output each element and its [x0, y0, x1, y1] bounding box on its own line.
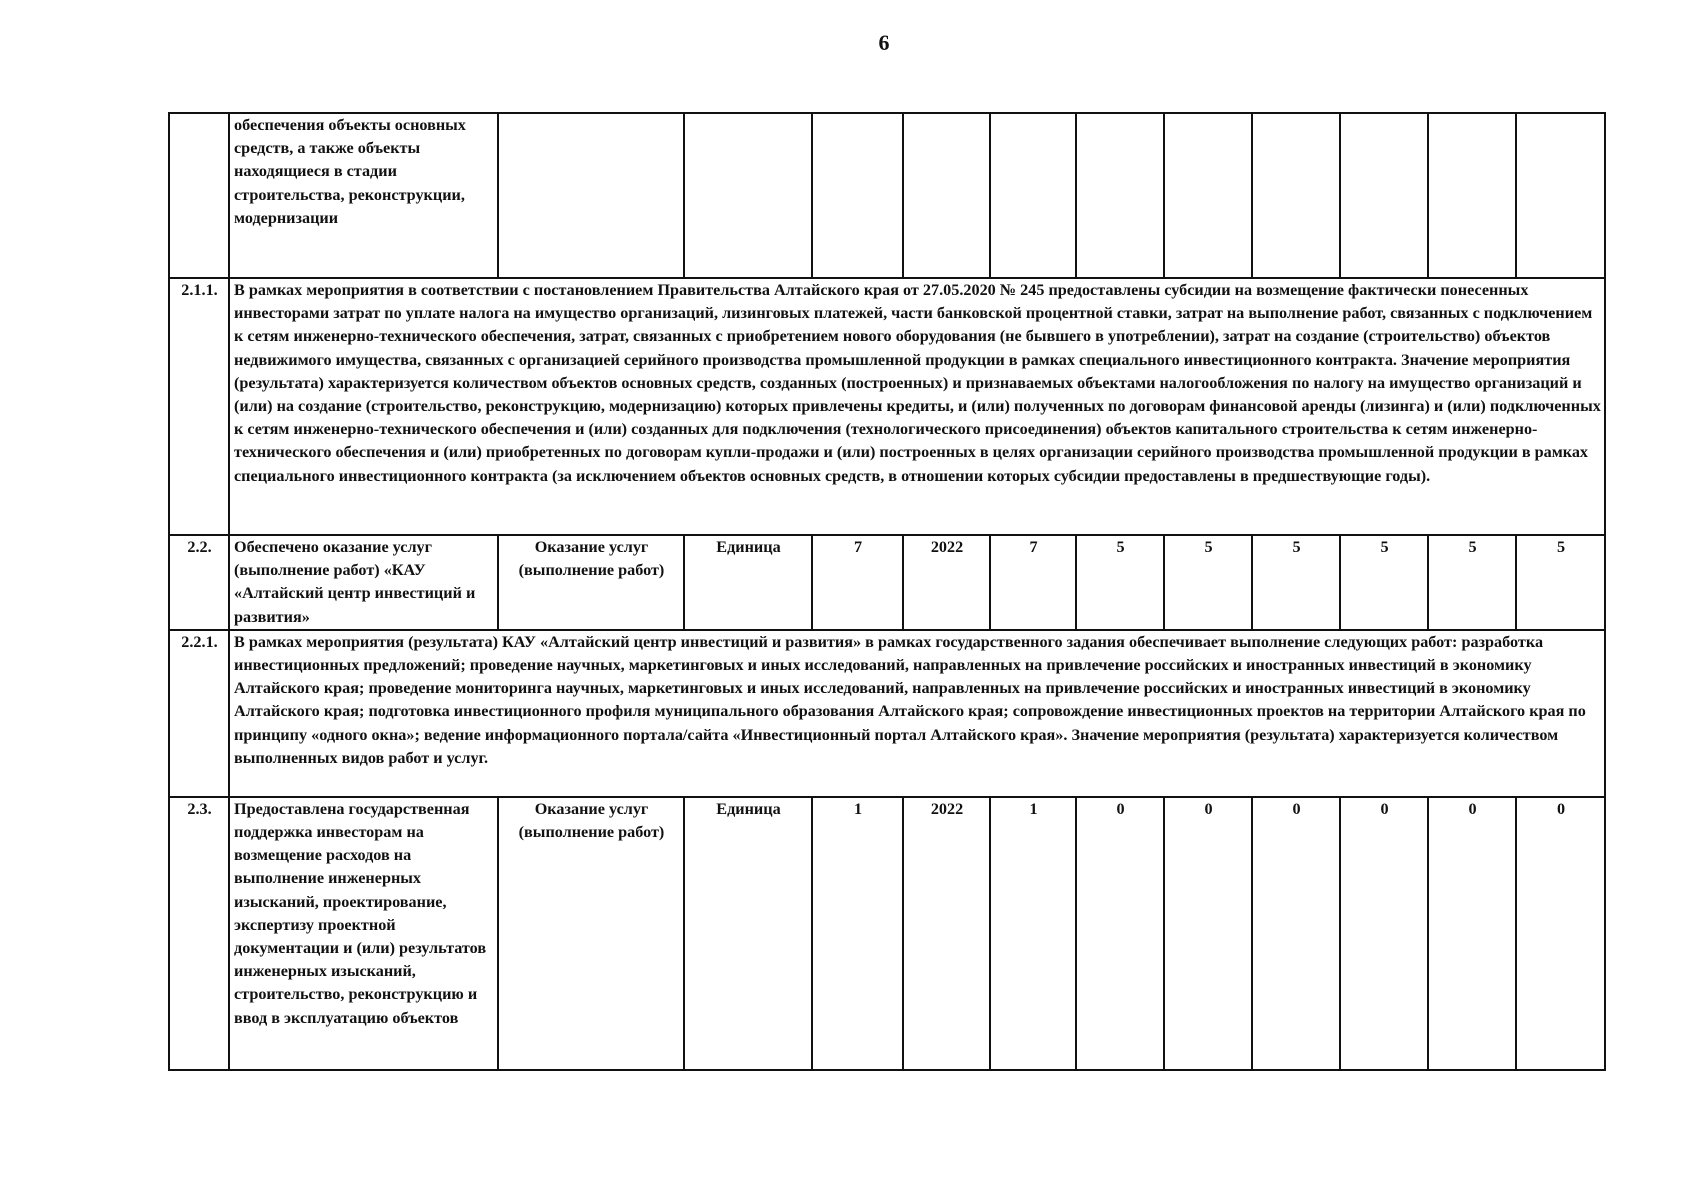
base-year-cell: 2022 — [903, 797, 990, 1070]
value-cell — [1516, 113, 1605, 278]
value-cell — [1164, 113, 1252, 278]
result-name-cell: Обеспечено оказание услуг (выполнение работ) «КАУ «Алтайский центр инвестиций и развития» — [229, 535, 498, 630]
result-type-cell — [498, 113, 684, 278]
table-row — [169, 278, 1605, 535]
value-cell: 0 — [1076, 797, 1164, 1070]
table-row — [169, 113, 1605, 278]
row-number-cell: 2.2. — [169, 535, 229, 630]
table-row — [169, 630, 1605, 797]
value-cell — [1340, 113, 1428, 278]
base-value-cell — [812, 113, 903, 278]
table-row — [169, 535, 1605, 630]
description-cell: В рамках мероприятия (результата) КАУ «Алтайский центр инвестиций и развития» в рамках государственного задания обеспечивает выполнение следующих работ: разработка инвестиционных предложений; проведение научных, маркетинговых и иных исследований, направленных на привлечение российских и иностранных инвестиций в экономику Алтайского края; проведение мониторинга научных, маркетинговых и иных исследований, направленных на привлечение российских и иностранных инвестиций в экономику Алтайского края; подготовка инвестиционного профиля муниципального образования Алтайского края; сопровождение инвестиционных проектов на территории Алтайского края по принципу «одного окна»; ведение информационного портала/сайта «Инвестиционный портал Алтайского края». Значение мероприятия (результата) характеризуется количеством выполненных видов работ и услуг. — [229, 630, 1605, 797]
result-type-cell: Оказание услуг (выполнение работ) — [498, 535, 684, 630]
value-cell: 7 — [990, 535, 1076, 630]
value-cell: 1 — [990, 797, 1076, 1070]
value-cell — [1076, 113, 1164, 278]
description-cell: В рамках мероприятия в соответствии с постановлением Правительства Алтайского края от 27.05.2020 № 245 предоставлены субсидии на возмещение фактически понесенных инвесторами затрат по уплате налога на имущество организаций, лизинговых платежей, части банковской процентной ставки, затрат на выполнение работ, связанных с подключением к сетям инженерно-технического обеспечения, затрат, связанных с приобретением нового оборудования (не бывшего в употреблении), затрат на создание (строительство) объектов недвижимого имущества, связанных с организацией серийного производства промышленной продукции в рамках специального инвестиционного контракта. Значение мероприятия (результата) характеризуется количеством объектов основных средств, созданных (построенных) и признаваемых объектами налогообложения по налогу на имущество организаций и (или) на создание (строительство, реконструкцию, модернизацию) которых привлечены кредиты, и (или) полученных по договорам финансовой аренды (лизинга) и (или) подключенных к сетям инженерно-технического обеспечения и (или) созданных для подключения (технологического присоединения) объектов капитального строительства к сетям инженерно-технического обеспечения и (или) приобретенных по договорам купли-продажи и (или) построенных в целях организации серийного производства промышленной продукции в рамках специального инвестиционного контракта (за исключением объектов основных средств, в отношении которых субсидии предоставлены в предшествующие годы). — [229, 278, 1605, 535]
indicators-table — [168, 112, 1606, 1071]
row-number-cell — [169, 113, 229, 278]
value-cell: 5 — [1164, 535, 1252, 630]
value-cell: 0 — [1340, 797, 1428, 1070]
result-name-cell: обеспечения объекты основных средств, а также объекты находящиеся в стадии строительства, реконструкции, модернизации — [229, 113, 498, 278]
value-cell: 5 — [1516, 535, 1605, 630]
result-name-cell: Предоставлена государственная поддержка инвесторам на возмещение расходов на выполнение инженерных изысканий, проектирование, экспертизу проектной документации и (или) результатов инженерных изысканий, строительство, реконструкцию и ввод в эксплуатацию объектов — [229, 797, 498, 1070]
value-cell — [1428, 113, 1516, 278]
base-value-cell: 1 — [812, 797, 903, 1070]
value-cell: 5 — [1428, 535, 1516, 630]
value-cell: 0 — [1516, 797, 1605, 1070]
page-number: 6 — [878, 30, 890, 55]
value-cell: 0 — [1428, 797, 1516, 1070]
row-number-cell: 2.3. — [169, 797, 229, 1070]
unit-cell: Единица — [684, 797, 812, 1070]
value-cell: 5 — [1252, 535, 1340, 630]
table-row — [169, 797, 1605, 1070]
base-value-cell: 7 — [812, 535, 903, 630]
value-cell — [990, 113, 1076, 278]
base-year-cell: 2022 — [903, 535, 990, 630]
value-cell: 0 — [1252, 797, 1340, 1070]
unit-cell — [684, 113, 812, 278]
value-cell: 5 — [1076, 535, 1164, 630]
value-cell: 5 — [1340, 535, 1428, 630]
result-type-cell: Оказание услуг (выполнение работ) — [498, 797, 684, 1070]
row-number-cell: 2.1.1. — [169, 278, 229, 535]
base-year-cell — [903, 113, 990, 278]
value-cell: 0 — [1164, 797, 1252, 1070]
row-number-cell: 2.2.1. — [169, 630, 229, 797]
value-cell — [1252, 113, 1340, 278]
unit-cell: Единица — [684, 535, 812, 630]
